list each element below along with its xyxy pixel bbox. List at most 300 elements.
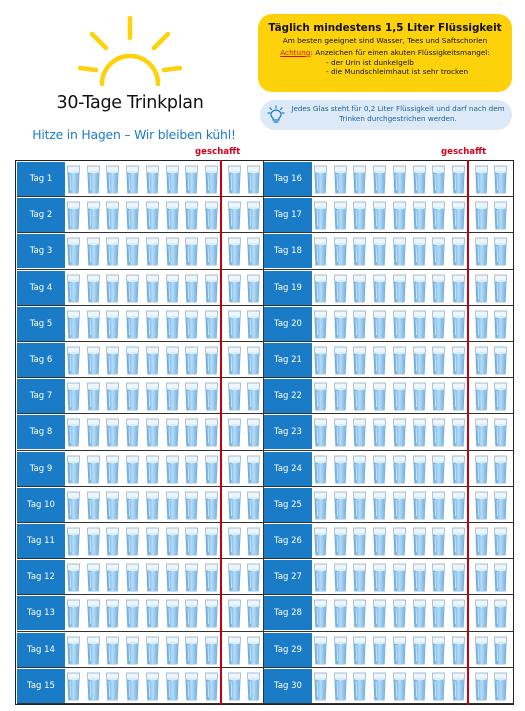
water-glass-icon[interactable] [246, 525, 261, 557]
water-glass-icon[interactable] [493, 235, 508, 267]
water-glass-icon[interactable] [184, 634, 199, 666]
water-glass-icon[interactable] [412, 453, 427, 485]
water-glass-icon[interactable] [372, 416, 387, 448]
water-glass-icon[interactable] [246, 199, 261, 231]
water-glass-icon[interactable] [451, 634, 466, 666]
water-glass-icon[interactable] [493, 416, 508, 448]
water-glass-icon[interactable] [105, 597, 120, 629]
water-glass-icon[interactable] [333, 199, 348, 231]
water-glass-icon[interactable] [66, 489, 81, 521]
water-glass-icon[interactable] [352, 597, 367, 629]
water-glass-icon[interactable] [145, 489, 160, 521]
water-glass-icon[interactable] [474, 344, 489, 376]
water-glass-icon[interactable] [431, 380, 446, 412]
water-glass-icon[interactable] [392, 597, 407, 629]
water-glass-icon[interactable] [313, 453, 328, 485]
water-glass-icon[interactable] [333, 597, 348, 629]
water-glass-icon[interactable] [313, 525, 328, 557]
water-glass-icon[interactable] [412, 489, 427, 521]
water-glass-icon[interactable] [184, 235, 199, 267]
water-glass-icon[interactable] [412, 525, 427, 557]
water-glass-icon[interactable] [66, 235, 81, 267]
water-glass-icon[interactable] [125, 235, 140, 267]
water-glass-icon[interactable] [493, 308, 508, 340]
water-glass-icon[interactable] [125, 453, 140, 485]
water-glass-icon[interactable] [392, 416, 407, 448]
water-glass-icon[interactable] [145, 308, 160, 340]
water-glass-icon[interactable] [227, 163, 242, 195]
water-glass-icon[interactable] [474, 416, 489, 448]
water-glass-icon[interactable] [145, 272, 160, 304]
water-glass-icon[interactable] [105, 634, 120, 666]
water-glass-icon[interactable] [227, 670, 242, 702]
water-glass-icon[interactable] [493, 272, 508, 304]
water-glass-icon[interactable] [145, 561, 160, 593]
water-glass-icon[interactable] [227, 235, 242, 267]
water-glass-icon[interactable] [86, 308, 101, 340]
water-glass-icon[interactable] [352, 163, 367, 195]
water-glass-icon[interactable] [227, 525, 242, 557]
water-glass-icon[interactable] [165, 308, 180, 340]
water-glass-icon[interactable] [431, 525, 446, 557]
water-glass-icon[interactable] [313, 199, 328, 231]
water-glass-icon[interactable] [105, 416, 120, 448]
water-glass-icon[interactable] [352, 272, 367, 304]
water-glass-icon[interactable] [313, 344, 328, 376]
water-glass-icon[interactable] [431, 416, 446, 448]
water-glass-icon[interactable] [352, 525, 367, 557]
water-glass-icon[interactable] [86, 453, 101, 485]
water-glass-icon[interactable] [451, 380, 466, 412]
water-glass-icon[interactable] [451, 308, 466, 340]
water-glass-icon[interactable] [412, 344, 427, 376]
water-glass-icon[interactable] [227, 634, 242, 666]
water-glass-icon[interactable] [165, 597, 180, 629]
water-glass-icon[interactable] [204, 163, 219, 195]
water-glass-icon[interactable] [313, 561, 328, 593]
water-glass-icon[interactable] [165, 199, 180, 231]
water-glass-icon[interactable] [86, 561, 101, 593]
water-glass-icon[interactable] [313, 380, 328, 412]
water-glass-icon[interactable] [165, 163, 180, 195]
water-glass-icon[interactable] [352, 344, 367, 376]
water-glass-icon[interactable] [66, 308, 81, 340]
water-glass-icon[interactable] [333, 453, 348, 485]
water-glass-icon[interactable] [105, 235, 120, 267]
water-glass-icon[interactable] [333, 670, 348, 702]
water-glass-icon[interactable] [474, 272, 489, 304]
water-glass-icon[interactable] [372, 670, 387, 702]
water-glass-icon[interactable] [145, 634, 160, 666]
water-glass-icon[interactable] [474, 489, 489, 521]
water-glass-icon[interactable] [333, 561, 348, 593]
water-glass-icon[interactable] [352, 235, 367, 267]
water-glass-icon[interactable] [165, 453, 180, 485]
water-glass-icon[interactable] [372, 235, 387, 267]
water-glass-icon[interactable] [184, 308, 199, 340]
water-glass-icon[interactable] [372, 308, 387, 340]
water-glass-icon[interactable] [86, 489, 101, 521]
water-glass-icon[interactable] [86, 272, 101, 304]
water-glass-icon[interactable] [204, 634, 219, 666]
water-glass-icon[interactable] [333, 489, 348, 521]
water-glass-icon[interactable] [493, 380, 508, 412]
water-glass-icon[interactable] [474, 235, 489, 267]
water-glass-icon[interactable] [372, 199, 387, 231]
water-glass-icon[interactable] [412, 597, 427, 629]
water-glass-icon[interactable] [125, 597, 140, 629]
water-glass-icon[interactable] [412, 308, 427, 340]
water-glass-icon[interactable] [493, 597, 508, 629]
water-glass-icon[interactable] [451, 272, 466, 304]
water-glass-icon[interactable] [474, 199, 489, 231]
water-glass-icon[interactable] [412, 235, 427, 267]
water-glass-icon[interactable] [184, 561, 199, 593]
water-glass-icon[interactable] [392, 380, 407, 412]
water-glass-icon[interactable] [105, 199, 120, 231]
water-glass-icon[interactable] [66, 380, 81, 412]
water-glass-icon[interactable] [431, 308, 446, 340]
water-glass-icon[interactable] [184, 344, 199, 376]
water-glass-icon[interactable] [86, 235, 101, 267]
water-glass-icon[interactable] [227, 308, 242, 340]
water-glass-icon[interactable] [204, 272, 219, 304]
water-glass-icon[interactable] [105, 272, 120, 304]
water-glass-icon[interactable] [86, 380, 101, 412]
water-glass-icon[interactable] [86, 416, 101, 448]
water-glass-icon[interactable] [204, 235, 219, 267]
water-glass-icon[interactable] [392, 453, 407, 485]
water-glass-icon[interactable] [145, 453, 160, 485]
water-glass-icon[interactable] [204, 561, 219, 593]
water-glass-icon[interactable] [184, 525, 199, 557]
water-glass-icon[interactable] [145, 199, 160, 231]
water-glass-icon[interactable] [493, 634, 508, 666]
water-glass-icon[interactable] [474, 525, 489, 557]
water-glass-icon[interactable] [66, 416, 81, 448]
water-glass-icon[interactable] [474, 597, 489, 629]
water-glass-icon[interactable] [372, 344, 387, 376]
water-glass-icon[interactable] [66, 561, 81, 593]
water-glass-icon[interactable] [86, 525, 101, 557]
water-glass-icon[interactable] [451, 597, 466, 629]
water-glass-icon[interactable] [474, 163, 489, 195]
water-glass-icon[interactable] [86, 597, 101, 629]
water-glass-icon[interactable] [493, 670, 508, 702]
water-glass-icon[interactable] [352, 308, 367, 340]
water-glass-icon[interactable] [392, 235, 407, 267]
water-glass-icon[interactable] [184, 199, 199, 231]
water-glass-icon[interactable] [313, 272, 328, 304]
water-glass-icon[interactable] [451, 670, 466, 702]
water-glass-icon[interactable] [125, 489, 140, 521]
water-glass-icon[interactable] [184, 380, 199, 412]
water-glass-icon[interactable] [145, 344, 160, 376]
water-glass-icon[interactable] [105, 525, 120, 557]
water-glass-icon[interactable] [66, 670, 81, 702]
water-glass-icon[interactable] [227, 561, 242, 593]
water-glass-icon[interactable] [227, 272, 242, 304]
water-glass-icon[interactable] [105, 670, 120, 702]
water-glass-icon[interactable] [184, 416, 199, 448]
water-glass-icon[interactable] [227, 489, 242, 521]
water-glass-icon[interactable] [227, 453, 242, 485]
water-glass-icon[interactable] [227, 199, 242, 231]
water-glass-icon[interactable] [352, 670, 367, 702]
water-glass-icon[interactable] [392, 344, 407, 376]
water-glass-icon[interactable] [392, 634, 407, 666]
water-glass-icon[interactable] [372, 163, 387, 195]
water-glass-icon[interactable] [392, 199, 407, 231]
water-glass-icon[interactable] [227, 416, 242, 448]
water-glass-icon[interactable] [474, 670, 489, 702]
water-glass-icon[interactable] [451, 199, 466, 231]
water-glass-icon[interactable] [352, 634, 367, 666]
water-glass-icon[interactable] [125, 380, 140, 412]
water-glass-icon[interactable] [313, 235, 328, 267]
water-glass-icon[interactable] [184, 597, 199, 629]
water-glass-icon[interactable] [246, 235, 261, 267]
water-glass-icon[interactable] [493, 525, 508, 557]
water-glass-icon[interactable] [431, 597, 446, 629]
water-glass-icon[interactable] [66, 453, 81, 485]
water-glass-icon[interactable] [145, 416, 160, 448]
water-glass-icon[interactable] [145, 380, 160, 412]
water-glass-icon[interactable] [372, 272, 387, 304]
water-glass-icon[interactable] [474, 634, 489, 666]
water-glass-icon[interactable] [431, 561, 446, 593]
water-glass-icon[interactable] [451, 561, 466, 593]
water-glass-icon[interactable] [125, 525, 140, 557]
water-glass-icon[interactable] [392, 670, 407, 702]
water-glass-icon[interactable] [451, 525, 466, 557]
water-glass-icon[interactable] [204, 199, 219, 231]
water-glass-icon[interactable] [412, 272, 427, 304]
water-glass-icon[interactable] [66, 344, 81, 376]
water-glass-icon[interactable] [125, 199, 140, 231]
water-glass-icon[interactable] [184, 163, 199, 195]
water-glass-icon[interactable] [66, 634, 81, 666]
water-glass-icon[interactable] [431, 235, 446, 267]
water-glass-icon[interactable] [86, 163, 101, 195]
water-glass-icon[interactable] [204, 489, 219, 521]
water-glass-icon[interactable] [125, 344, 140, 376]
water-glass-icon[interactable] [431, 453, 446, 485]
water-glass-icon[interactable] [125, 670, 140, 702]
water-glass-icon[interactable] [125, 163, 140, 195]
water-glass-icon[interactable] [333, 308, 348, 340]
water-glass-icon[interactable] [246, 416, 261, 448]
water-glass-icon[interactable] [204, 416, 219, 448]
water-glass-icon[interactable] [451, 163, 466, 195]
water-glass-icon[interactable] [431, 163, 446, 195]
water-glass-icon[interactable] [204, 670, 219, 702]
water-glass-icon[interactable] [313, 634, 328, 666]
water-glass-icon[interactable] [333, 416, 348, 448]
water-glass-icon[interactable] [412, 670, 427, 702]
water-glass-icon[interactable] [392, 561, 407, 593]
water-glass-icon[interactable] [493, 453, 508, 485]
water-glass-icon[interactable] [246, 380, 261, 412]
water-glass-icon[interactable] [313, 416, 328, 448]
water-glass-icon[interactable] [246, 163, 261, 195]
water-glass-icon[interactable] [493, 344, 508, 376]
water-glass-icon[interactable] [352, 199, 367, 231]
water-glass-icon[interactable] [165, 344, 180, 376]
water-glass-icon[interactable] [431, 272, 446, 304]
water-glass-icon[interactable] [352, 489, 367, 521]
water-glass-icon[interactable] [451, 453, 466, 485]
water-glass-icon[interactable] [165, 489, 180, 521]
water-glass-icon[interactable] [145, 525, 160, 557]
water-glass-icon[interactable] [125, 416, 140, 448]
water-glass-icon[interactable] [165, 634, 180, 666]
water-glass-icon[interactable] [493, 163, 508, 195]
water-glass-icon[interactable] [392, 163, 407, 195]
water-glass-icon[interactable] [105, 489, 120, 521]
water-glass-icon[interactable] [227, 344, 242, 376]
water-glass-icon[interactable] [372, 561, 387, 593]
water-glass-icon[interactable] [412, 416, 427, 448]
water-glass-icon[interactable] [372, 453, 387, 485]
water-glass-icon[interactable] [493, 561, 508, 593]
water-glass-icon[interactable] [493, 489, 508, 521]
water-glass-icon[interactable] [86, 634, 101, 666]
water-glass-icon[interactable] [125, 308, 140, 340]
water-glass-icon[interactable] [412, 163, 427, 195]
water-glass-icon[interactable] [66, 272, 81, 304]
water-glass-icon[interactable] [145, 163, 160, 195]
water-glass-icon[interactable] [145, 670, 160, 702]
water-glass-icon[interactable] [125, 272, 140, 304]
water-glass-icon[interactable] [313, 163, 328, 195]
water-glass-icon[interactable] [333, 344, 348, 376]
water-glass-icon[interactable] [372, 380, 387, 412]
water-glass-icon[interactable] [451, 416, 466, 448]
water-glass-icon[interactable] [313, 597, 328, 629]
water-glass-icon[interactable] [66, 163, 81, 195]
water-glass-icon[interactable] [105, 453, 120, 485]
water-glass-icon[interactable] [372, 634, 387, 666]
water-glass-icon[interactable] [204, 380, 219, 412]
water-glass-icon[interactable] [86, 199, 101, 231]
water-glass-icon[interactable] [105, 380, 120, 412]
water-glass-icon[interactable] [145, 597, 160, 629]
water-glass-icon[interactable] [246, 561, 261, 593]
water-glass-icon[interactable] [184, 272, 199, 304]
water-glass-icon[interactable] [412, 199, 427, 231]
water-glass-icon[interactable] [246, 634, 261, 666]
water-glass-icon[interactable] [204, 453, 219, 485]
water-glass-icon[interactable] [227, 380, 242, 412]
water-glass-icon[interactable] [246, 597, 261, 629]
water-glass-icon[interactable] [125, 561, 140, 593]
water-glass-icon[interactable] [246, 489, 261, 521]
water-glass-icon[interactable] [165, 561, 180, 593]
water-glass-icon[interactable] [412, 561, 427, 593]
water-glass-icon[interactable] [204, 308, 219, 340]
water-glass-icon[interactable] [165, 525, 180, 557]
water-glass-icon[interactable] [86, 344, 101, 376]
water-glass-icon[interactable] [105, 344, 120, 376]
water-glass-icon[interactable] [333, 235, 348, 267]
water-glass-icon[interactable] [333, 380, 348, 412]
water-glass-icon[interactable] [474, 380, 489, 412]
water-glass-icon[interactable] [431, 489, 446, 521]
water-glass-icon[interactable] [204, 597, 219, 629]
water-glass-icon[interactable] [165, 380, 180, 412]
water-glass-icon[interactable] [165, 670, 180, 702]
water-glass-icon[interactable] [66, 597, 81, 629]
water-glass-icon[interactable] [431, 670, 446, 702]
water-glass-icon[interactable] [184, 453, 199, 485]
water-glass-icon[interactable] [313, 489, 328, 521]
water-glass-icon[interactable] [352, 561, 367, 593]
water-glass-icon[interactable] [105, 163, 120, 195]
water-glass-icon[interactable] [412, 634, 427, 666]
water-glass-icon[interactable] [372, 489, 387, 521]
water-glass-icon[interactable] [105, 308, 120, 340]
water-glass-icon[interactable] [392, 308, 407, 340]
water-glass-icon[interactable] [313, 308, 328, 340]
water-glass-icon[interactable] [165, 235, 180, 267]
water-glass-icon[interactable] [431, 634, 446, 666]
water-glass-icon[interactable] [333, 525, 348, 557]
water-glass-icon[interactable] [451, 344, 466, 376]
water-glass-icon[interactable] [246, 272, 261, 304]
water-glass-icon[interactable] [204, 525, 219, 557]
water-glass-icon[interactable] [105, 561, 120, 593]
water-glass-icon[interactable] [313, 670, 328, 702]
water-glass-icon[interactable] [184, 489, 199, 521]
water-glass-icon[interactable] [165, 272, 180, 304]
water-glass-icon[interactable] [451, 235, 466, 267]
water-glass-icon[interactable] [333, 272, 348, 304]
water-glass-icon[interactable] [333, 163, 348, 195]
water-glass-icon[interactable] [352, 416, 367, 448]
water-glass-icon[interactable] [474, 308, 489, 340]
water-glass-icon[interactable] [372, 597, 387, 629]
water-glass-icon[interactable] [125, 634, 140, 666]
water-glass-icon[interactable] [333, 634, 348, 666]
water-glass-icon[interactable] [392, 489, 407, 521]
water-glass-icon[interactable] [352, 380, 367, 412]
water-glass-icon[interactable] [227, 597, 242, 629]
water-glass-icon[interactable] [493, 199, 508, 231]
water-glass-icon[interactable] [246, 670, 261, 702]
water-glass-icon[interactable] [165, 416, 180, 448]
water-glass-icon[interactable] [66, 525, 81, 557]
water-glass-icon[interactable] [392, 272, 407, 304]
water-glass-icon[interactable] [145, 235, 160, 267]
water-glass-icon[interactable] [66, 199, 81, 231]
water-glass-icon[interactable] [451, 489, 466, 521]
water-glass-icon[interactable] [392, 525, 407, 557]
water-glass-icon[interactable] [184, 670, 199, 702]
water-glass-icon[interactable] [412, 380, 427, 412]
water-glass-icon[interactable] [246, 344, 261, 376]
water-glass-icon[interactable] [352, 453, 367, 485]
water-glass-icon[interactable] [246, 308, 261, 340]
water-glass-icon[interactable] [474, 453, 489, 485]
water-glass-icon[interactable] [246, 453, 261, 485]
water-glass-icon[interactable] [204, 344, 219, 376]
water-glass-icon[interactable] [431, 199, 446, 231]
water-glass-icon[interactable] [474, 561, 489, 593]
water-glass-icon[interactable] [86, 670, 101, 702]
water-glass-icon[interactable] [431, 344, 446, 376]
water-glass-icon[interactable] [372, 525, 387, 557]
